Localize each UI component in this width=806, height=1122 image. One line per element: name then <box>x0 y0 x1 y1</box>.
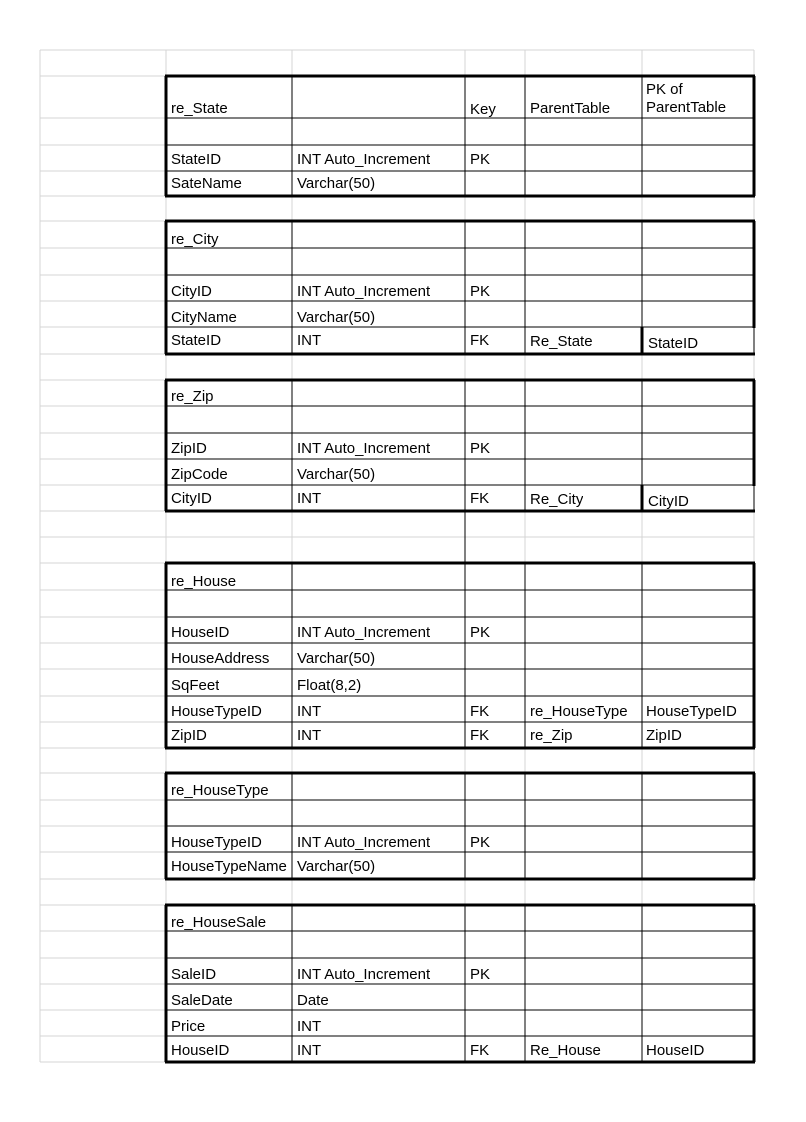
city-col-type: INT <box>297 332 322 349</box>
zip-col-key: FK <box>470 490 490 507</box>
table-name-house: re_House <box>171 573 237 590</box>
housesale-col-type: INT Auto_Increment <box>297 966 431 983</box>
state-col-key: PK <box>470 151 491 168</box>
house-col-type: Float(8,2) <box>297 677 362 694</box>
house-col-key: PK <box>470 624 491 641</box>
housesale-col-name: HouseID <box>171 1042 230 1059</box>
city-col-name: CityName <box>171 309 237 326</box>
zip-col-type: Varchar(50) <box>297 466 376 483</box>
city-col-parent: Re_State <box>530 333 593 350</box>
housesale-col-name: Price <box>171 1018 206 1035</box>
city-col-key: PK <box>470 283 491 300</box>
housesale-col-type: Date <box>297 992 329 1009</box>
state-col-name: StateID <box>171 151 222 168</box>
house-col-type: INT <box>297 727 322 744</box>
state-col-type: INT Auto_Increment <box>297 151 431 168</box>
city-col-type: Varchar(50) <box>297 309 376 326</box>
zip-col-parent: Re_City <box>530 491 584 508</box>
housetype-col-name: HouseTypeID <box>171 834 262 851</box>
house-col-name: ZipID <box>171 727 207 744</box>
header-key: Key <box>470 101 496 118</box>
thin-grid-lines <box>40 50 754 1062</box>
house-col-parent: re_HouseType <box>530 703 628 720</box>
zip-col-name: CityID <box>171 490 212 507</box>
table-name-city: re_City <box>171 231 219 248</box>
house-col-name: HouseTypeID <box>171 703 262 720</box>
housesale-col-parent-pk: HouseID <box>646 1042 705 1059</box>
house-col-name: HouseID <box>171 624 230 641</box>
zip-col-name: ZipID <box>171 440 207 457</box>
city-col-name: CityID <box>171 283 212 300</box>
housesale-col-name: SaleDate <box>171 992 233 1009</box>
house-col-key: FK <box>470 727 490 744</box>
state-col-type: Varchar(50) <box>297 175 376 192</box>
zip-col-name: ZipCode <box>171 466 228 483</box>
housetype-col-type: INT Auto_Increment <box>297 834 431 851</box>
housetype-col-key: PK <box>470 834 491 851</box>
housesale-col-key: FK <box>470 1042 490 1059</box>
city-col-name: StateID <box>171 332 222 349</box>
housesale-col-type: INT <box>297 1042 322 1059</box>
house-col-name: SqFeet <box>171 677 220 694</box>
header-table-name: re_State <box>171 100 228 117</box>
house-col-key: FK <box>470 703 490 720</box>
zip-col-key: PK <box>470 440 491 457</box>
housesale-col-type: INT <box>297 1018 322 1035</box>
house-col-parent: re_Zip <box>530 727 573 744</box>
housesale-col-name: SaleID <box>171 966 217 983</box>
zip-col-type: INT <box>297 490 322 507</box>
zip-col-parent-pk: CityID <box>648 493 689 510</box>
table-name-housetype: re_HouseType <box>171 782 269 799</box>
house-col-parent-pk: ZipID <box>646 727 682 744</box>
table-name-housesale: re_HouseSale <box>171 914 267 931</box>
table-name-zip: re_Zip <box>171 388 214 405</box>
house-col-parent-pk: HouseTypeID <box>646 703 737 720</box>
housetype-col-type: Varchar(50) <box>297 858 376 875</box>
city-col-type: INT Auto_Increment <box>297 283 431 300</box>
housetype-col-name: HouseTypeName <box>171 858 287 875</box>
house-col-name: HouseAddress <box>171 650 270 667</box>
state-col-name: SateName <box>171 175 242 192</box>
header-pk-of-parent-line2: ParentTable <box>646 99 727 116</box>
housesale-col-key: PK <box>470 966 491 983</box>
header-parent-table: ParentTable <box>530 100 611 117</box>
house-col-type: Varchar(50) <box>297 650 376 667</box>
header-pk-of-parent-line1: PK of <box>646 81 683 98</box>
housesale-col-parent: Re_House <box>530 1042 601 1059</box>
house-col-type: INT <box>297 703 322 720</box>
zip-col-type: INT Auto_Increment <box>297 440 431 457</box>
city-col-key: FK <box>470 332 490 349</box>
house-col-type: INT Auto_Increment <box>297 624 431 641</box>
city-col-parent-pk: StateID <box>648 335 699 352</box>
